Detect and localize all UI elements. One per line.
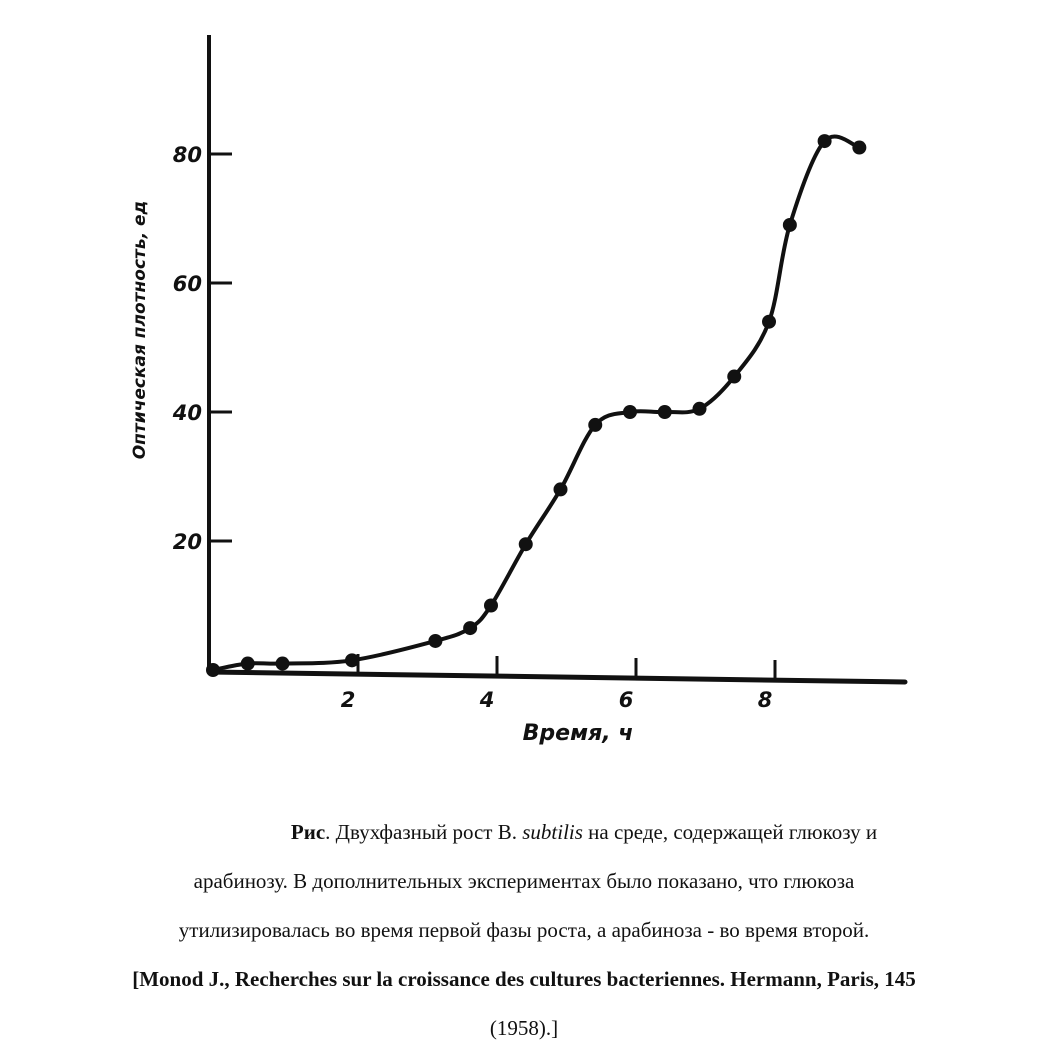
caption-line-1-text: . Двухфазный рост B. bbox=[325, 820, 523, 844]
y-tick-label: 20 bbox=[172, 530, 202, 554]
figure-caption bbox=[0, 808, 1048, 1053]
caption-reference: [Monod J., Recherches sur la croissance des cultures bacteriennes. Hermann, Paris, 145 bbox=[132, 967, 916, 991]
data-point bbox=[345, 653, 359, 667]
data-point bbox=[206, 663, 220, 677]
data-point bbox=[484, 599, 498, 613]
data-point bbox=[241, 657, 255, 671]
data-point bbox=[428, 634, 442, 648]
series-line bbox=[213, 137, 859, 670]
caption-line-1-rest: на среде, содержащей глюкозу и bbox=[582, 820, 878, 844]
data-points bbox=[206, 134, 866, 677]
data-point bbox=[463, 621, 477, 635]
caption-line-1 bbox=[0, 808, 1048, 857]
data-point bbox=[588, 418, 602, 432]
caption-line-3: утилизировалась во время первой фазы роста, а арабиноза - во время второй. bbox=[178, 918, 870, 942]
x-tick-label: 4 bbox=[479, 688, 495, 712]
y-tick-label: 40 bbox=[172, 401, 202, 425]
data-point bbox=[519, 537, 533, 551]
x-axis bbox=[209, 672, 905, 682]
y-ticks bbox=[172, 143, 232, 554]
caption-species: subtilis bbox=[522, 820, 583, 844]
data-point bbox=[623, 405, 637, 419]
data-point bbox=[658, 405, 672, 419]
data-point bbox=[852, 141, 866, 155]
y-axis-title: Оптическая плотность, ед bbox=[130, 200, 150, 460]
y-tick-label: 80 bbox=[172, 143, 202, 167]
data-point bbox=[727, 370, 741, 384]
data-point bbox=[783, 218, 797, 232]
x-ticks bbox=[341, 654, 775, 712]
x-tick-label: 6 bbox=[618, 688, 634, 712]
data-point bbox=[276, 657, 290, 671]
data-point bbox=[818, 134, 832, 148]
caption-line-2: арабинозу. В дополнительных экспериментах было показано, что глюкоза bbox=[193, 869, 855, 893]
caption-reference-year: (1958).] bbox=[489, 1016, 559, 1040]
data-point bbox=[554, 482, 568, 496]
x-tick-label: 8 bbox=[757, 688, 773, 712]
x-axis-title: Время, ч bbox=[522, 721, 634, 746]
data-point bbox=[762, 315, 776, 329]
data-point bbox=[693, 402, 707, 416]
x-tick-label: 2 bbox=[340, 688, 356, 712]
caption-lead: Рис bbox=[290, 820, 326, 844]
y-tick-label: 60 bbox=[172, 272, 202, 296]
